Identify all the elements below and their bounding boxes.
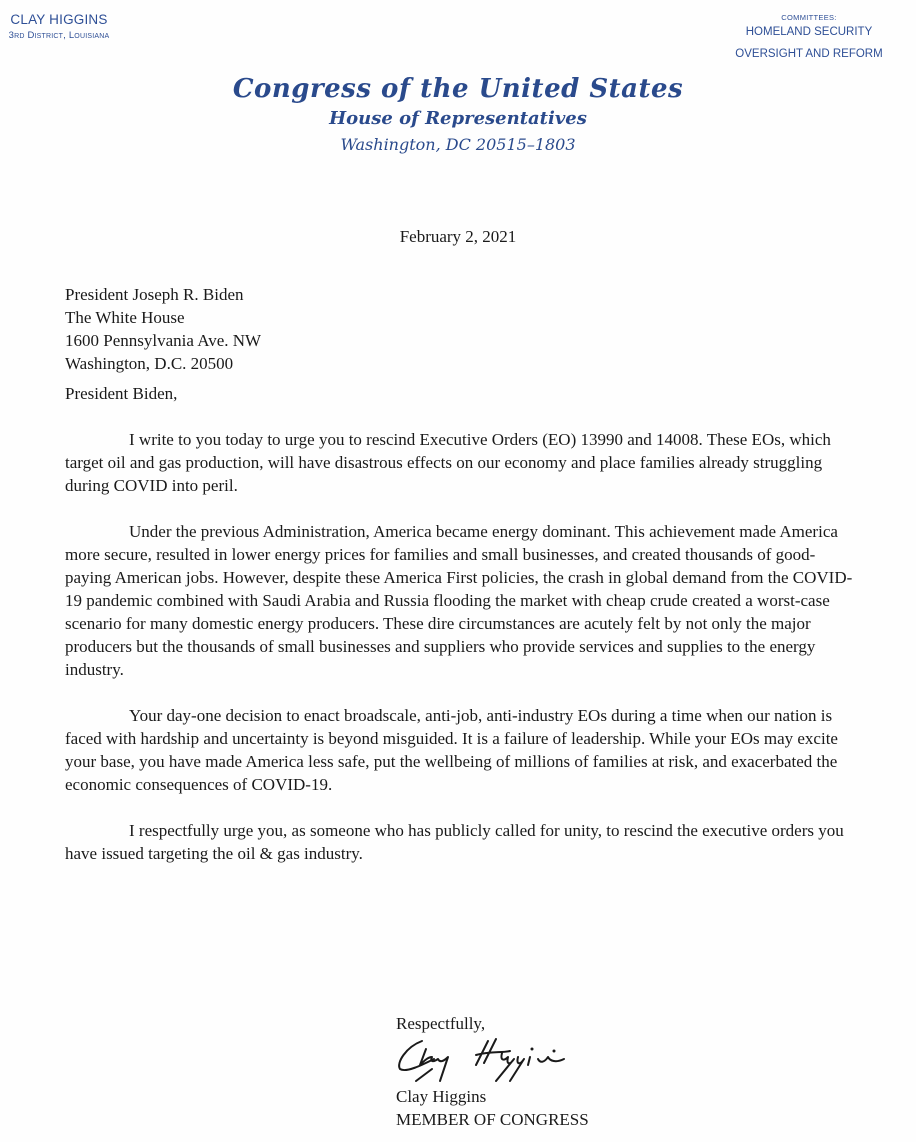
member-name: CLAY HIGGINS	[10, 12, 108, 27]
address-line: President Joseph R. Biden	[65, 285, 244, 304]
body-paragraph: I write to you today to urge you to rescind Executive Orders (EO) 13990 and 14008. These EOs, which target oil and gas production, will have disastrous effects on our economy and place families already struggling during COVID into peril.	[65, 430, 831, 495]
member-info	[0, 12, 118, 41]
letterhead-address: Washington, DC 20515–1803	[340, 135, 576, 154]
address-line: 1600 Pennsylvania Ave. NW	[65, 331, 262, 350]
signer-name: Clay Higgins	[396, 1087, 487, 1106]
address-line: The White House	[65, 308, 185, 327]
letterhead-seal-text	[0, 74, 916, 154]
letter-body	[65, 428, 855, 888]
body-paragraph: I respectfully urge you, as someone who has publicly called for unity, to rescind the executive orders you have issued targeting the oil & gas industry.	[65, 821, 844, 863]
address-line: Washington, D.C. 20500	[65, 354, 234, 373]
letterhead-chamber: House of Representatives	[329, 108, 587, 129]
recipient-address	[65, 283, 855, 375]
signature-block	[396, 1012, 589, 1131]
signer-title: MEMBER OF CONGRESS	[396, 1110, 589, 1129]
committee-item: HOMELAND SECURITY	[745, 26, 873, 38]
closing-text: Respectfully,	[396, 1014, 486, 1033]
body-paragraph: Your day-one decision to enact broadscale, anti-job, anti-industry EOs during a time when our nation is faced with hardship and uncertainty is beyond misguided. It is a failure of leadership. While your EOs may excite your base, you have made America less safe, put the wellbeing of millions of families at risk, and exacerbated the economic consequences of COVID-19.	[65, 706, 838, 794]
letter-date: February 2, 2021	[399, 227, 517, 246]
signature-icon	[392, 1035, 582, 1083]
body-paragraph: Under the previous Administration, America became energy dominant. This achievement made America more secure, resulted in lower energy prices for families and small businesses, and created thousands of good-paying American jobs. However, despite these America First policies, the crash in global demand from the COVID-19 pandemic combined with Saudi Arabia and Russia flooding the market with cheap crude created a worst-case scenario for many domestic energy producers. These dire circumstances are acutely felt by not only the major producers but the thousands of small businesses and suppliers who provide services and supplies to the energy industry.	[65, 522, 853, 679]
committees-block	[724, 13, 894, 60]
salutation: President Biden,	[65, 384, 178, 403]
member-district: 3rd District, Louisiana	[8, 30, 110, 41]
committees-label: COMMITTEES:	[781, 13, 837, 22]
committee-item: OVERSIGHT AND REFORM	[735, 48, 883, 60]
letterhead-title: Congress of the United States	[232, 74, 684, 104]
